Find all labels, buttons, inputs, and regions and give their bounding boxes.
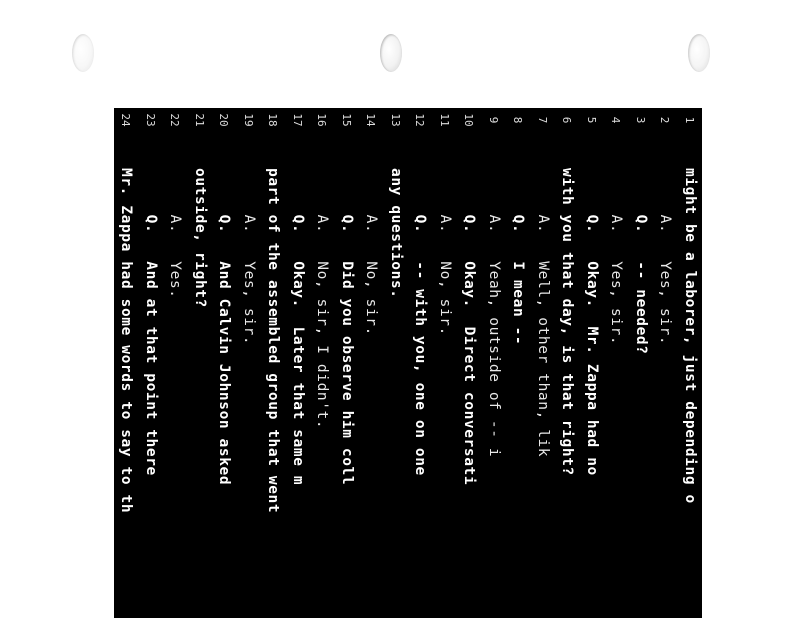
line-text: Q. -- needed? [633,168,649,355]
line-text: Q. And at that point there [143,168,159,476]
transcript-line [114,108,139,618]
transcript-line [212,108,237,618]
transcript-line [677,108,702,618]
transcript-line [628,108,653,618]
line-text: might be a laborer, just depending o [682,168,698,504]
transcript-page [114,108,702,618]
line-text: A. Yes, sir. [657,168,674,346]
line-number: 4 [609,116,623,124]
line-number: 12 [413,113,427,127]
line-number: 3 [634,116,647,124]
line-number: 23 [144,113,157,127]
binder-hole-right [688,34,710,72]
line-number: 11 [438,113,451,127]
transcript-line [187,108,212,618]
transcript-line [457,108,482,618]
line-text: with you that day, is that right? [559,168,576,476]
line-number: 18 [266,113,280,127]
line-number: 20 [217,113,231,127]
line-text: A. No, sir, I didn't. [314,168,331,430]
transcript-line [138,108,163,618]
line-number: 22 [168,113,182,127]
line-text: Q. Okay. Direct conversati [461,168,478,486]
transcript-line [481,108,506,618]
line-text: Q. I mean -- [510,168,527,346]
line-text: Q. And Calvin Johnson asked [216,168,233,486]
transcript-line [383,108,408,618]
line-number: 7 [536,116,549,124]
line-text: A. Yeah, outside of -- i [486,168,502,458]
line-number: 9 [487,116,500,124]
line-number: 13 [389,113,402,127]
transcript-line [359,108,384,618]
line-text: Q. Okay. Mr. Zappa had no [584,168,600,476]
transcript-rotated-content [114,108,702,618]
line-number: 15 [340,113,353,127]
binder-hole-middle [380,34,402,72]
line-text: Q. Okay. Later that same m [290,168,306,486]
line-number: 8 [511,116,525,124]
transcript-line [334,108,359,618]
line-number: 16 [315,113,329,127]
transcript-line [530,108,555,618]
transcript-line [506,108,531,618]
line-text: A. Yes, sir. [241,168,257,346]
transcript-line [310,108,335,618]
line-text: any questions. [388,168,404,299]
line-text: part of the assembled group that went [265,168,282,514]
transcript-line [261,108,286,618]
transcript-line [653,108,678,618]
line-text: A. Yes, sir. [608,168,625,346]
line-number: 24 [119,113,133,127]
transcript-line [604,108,629,618]
line-text: A. Yes. [167,168,184,299]
transcript-line [555,108,580,618]
line-text: A. No, sir. [437,168,453,336]
line-number: 6 [560,116,574,124]
line-number: 2 [658,116,672,124]
line-number: 14 [364,113,378,127]
line-number: 17 [291,113,304,127]
transcript-line [163,108,188,618]
transcript-line [579,108,604,618]
line-text: Q. Did you observe him coll [339,168,355,486]
transcript-line [285,108,310,618]
line-number: 10 [462,113,476,127]
binder-hole-left [72,34,94,72]
transcript-line [236,108,261,618]
transcript-line [408,108,433,618]
line-text: Q. -- with you, one on one [412,168,429,476]
line-text: Mr. Zappa had some words to say to th [118,168,135,514]
line-number: 1 [683,116,696,124]
line-text: outside, right? [192,168,208,308]
line-number: 5 [585,116,598,124]
line-number: 21 [193,113,206,127]
line-text: A. Well, other than, lik [535,168,551,458]
line-text: A. No, sir. [363,168,380,336]
transcript-line [432,108,457,618]
line-number: 19 [242,113,255,127]
